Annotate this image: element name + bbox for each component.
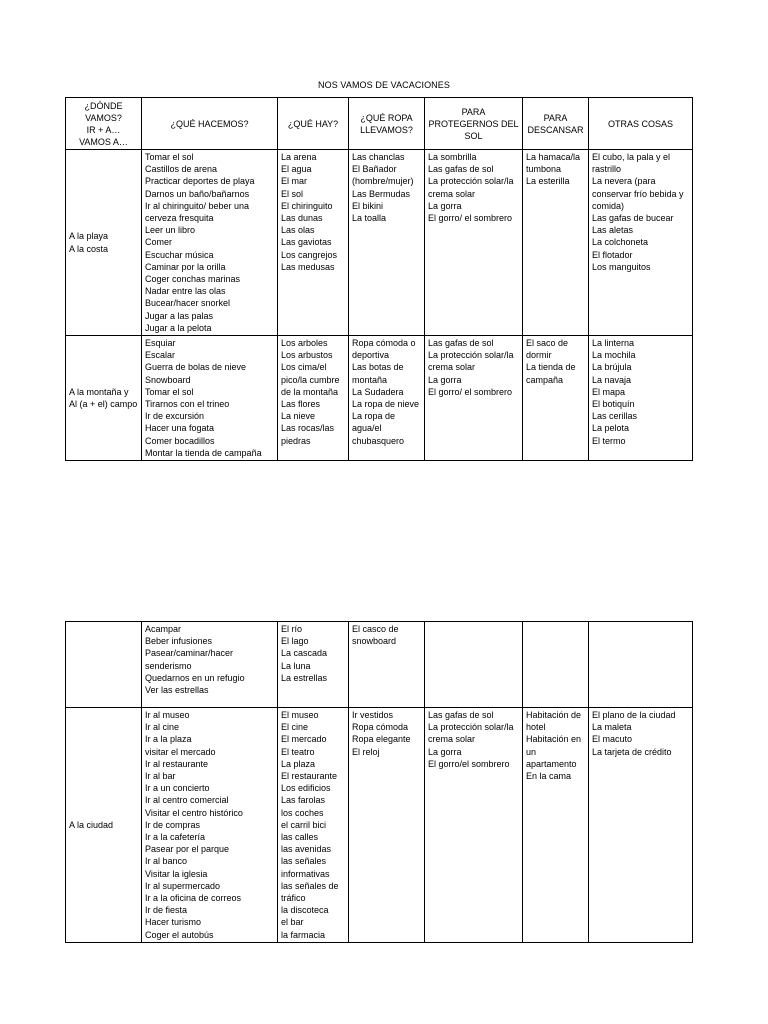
header-line: OTRAS COSAS xyxy=(607,118,673,129)
header-donde xyxy=(66,98,142,150)
list-item: Pasear/caminar/hacer senderismo xyxy=(145,648,234,671)
list-item: visitar el mercado xyxy=(145,746,216,757)
list-item: Montar la tienda de campaña xyxy=(145,447,262,458)
list-item: Pasear por el parque xyxy=(145,844,230,855)
list-item: Las dunas xyxy=(281,213,323,224)
list-item: Ir de excursión xyxy=(145,411,205,422)
list-item: El macuto xyxy=(592,734,633,745)
list-item: El botiquín xyxy=(592,399,635,410)
list-item: Ir de fiesta xyxy=(145,905,188,916)
list-item: El reloj xyxy=(352,746,380,757)
list-item: Las Bermudas xyxy=(352,188,411,199)
row-montana xyxy=(66,336,693,461)
list-item: En la cama xyxy=(526,771,572,782)
list-item: Ropa elegante xyxy=(352,734,411,745)
list-item: El museo xyxy=(281,710,319,720)
list-item: Esquiar xyxy=(145,338,176,349)
vacation-table-page1 xyxy=(65,97,693,461)
list-item: Ir al banco xyxy=(145,856,188,867)
list-item: Los arboles xyxy=(281,338,328,349)
dest-cell xyxy=(66,708,142,943)
list-item: Nadar entre las olas xyxy=(145,286,226,297)
list-item: A la playa xyxy=(69,231,109,242)
list-item: Tomar el sol xyxy=(145,386,194,397)
sol-cell xyxy=(425,708,523,943)
list-item: La tarjeta de crédito xyxy=(592,746,672,757)
list-item: A la ciudad xyxy=(69,819,114,830)
list-item: Ir al restaurante xyxy=(145,758,209,769)
list-item: El gorro/el sombrero xyxy=(428,758,510,769)
list-item: El plano de la ciudad xyxy=(592,710,676,720)
ropa-cell xyxy=(349,708,425,943)
list-item: Darnos un baño/bañarnos xyxy=(145,188,250,199)
list-item: El termo xyxy=(592,435,626,446)
list-item: La ropa de agua/el chubasquero xyxy=(352,411,405,446)
list-item: El gorro/ el sombrero xyxy=(428,386,513,397)
ropa-cell xyxy=(349,336,425,461)
list-item: Las cerillas xyxy=(592,411,638,422)
list-item: La hamaca/la tumbona xyxy=(526,152,581,175)
list-item: Las gafas de sol xyxy=(428,338,494,349)
list-item: La gorra xyxy=(428,374,462,385)
list-item: La mochila xyxy=(592,350,636,361)
list-item: La toalla xyxy=(352,213,387,224)
list-item: Las aletas xyxy=(592,225,634,236)
list-item: Las rocas/las piedras xyxy=(281,423,335,446)
list-item: Ir al bar xyxy=(145,771,176,782)
sol-cell xyxy=(425,622,523,708)
list-item: Comer bocadillos xyxy=(145,435,215,446)
list-item: Las olas xyxy=(281,225,315,236)
header-line: PARA DESCANSAR xyxy=(527,112,584,135)
header-hay xyxy=(278,98,349,150)
header-line: PARA PROTEGERNOS DEL SOL xyxy=(428,106,519,141)
ropa-cell xyxy=(349,622,425,708)
list-item: el bar xyxy=(281,917,304,928)
list-item: Ir al chiringuito/ beber una cerveza fresquita xyxy=(145,200,250,224)
list-item: el carril bici xyxy=(281,819,327,830)
list-item: La brújula xyxy=(592,362,632,373)
list-item: La nieve xyxy=(281,411,316,422)
header-line: ¿DÓNDE VAMOS? xyxy=(84,100,123,123)
list-item: Coger conchas marinas xyxy=(145,274,241,285)
list-item: El teatro xyxy=(281,746,315,757)
list-item: La ropa de nieve xyxy=(352,399,420,410)
list-item: Las medusas xyxy=(281,261,335,272)
header-descansar xyxy=(523,98,589,150)
list-item: La estrellas xyxy=(281,672,328,683)
hay-cell xyxy=(278,708,349,943)
descansar-cell xyxy=(523,150,589,336)
list-item: Ropa cómoda xyxy=(352,722,409,733)
descansar-cell xyxy=(523,336,589,461)
list-item: El mapa xyxy=(592,386,626,397)
header-line: ¿QUÉ ROPA LLEVAMOS? xyxy=(360,112,413,135)
dest-cell xyxy=(66,622,142,708)
list-item: Los arbustos xyxy=(281,350,333,361)
list-item: La colchoneta xyxy=(592,237,649,248)
list-item: Las gafas de sol xyxy=(428,710,494,720)
list-item: La gorra xyxy=(428,200,462,211)
list-item: Los manguitos xyxy=(592,261,651,272)
list-item: Tirarnos con el trineo xyxy=(145,399,230,410)
hay-cell xyxy=(278,336,349,461)
list-item: La esterilla xyxy=(526,176,570,187)
list-item: Habitación de hotel xyxy=(526,710,582,733)
list-item: Ir al cine xyxy=(145,722,180,733)
sol-cell xyxy=(425,150,523,336)
list-item: Las gafas de bucear xyxy=(592,213,674,224)
list-item: Los cima/el pico/la cumbre de la montaña xyxy=(281,362,340,397)
list-item: El agua xyxy=(281,164,312,175)
list-item: Hacer turismo xyxy=(145,917,202,928)
header-sol xyxy=(425,98,523,150)
list-item: La tienda de campaña xyxy=(526,362,576,385)
header-ropa xyxy=(349,98,425,150)
list-item: Escalar xyxy=(145,350,176,361)
list-item: Visitar el centro histórico xyxy=(145,807,243,818)
list-item: A la costa xyxy=(69,243,109,254)
list-item: El Bañador (hombre/mujer) xyxy=(352,164,414,187)
header-row xyxy=(66,98,693,150)
list-item: El mercado xyxy=(281,734,327,745)
list-item: La sombrilla xyxy=(428,152,477,162)
list-item: El flotador xyxy=(592,249,633,260)
ropa-cell xyxy=(349,150,425,336)
list-item: El casco de snowboard xyxy=(352,624,399,647)
list-item: los coches xyxy=(281,807,324,818)
header-hacemos xyxy=(142,98,278,150)
list-item: Comer xyxy=(145,237,173,248)
list-item: El cine xyxy=(281,722,309,733)
list-item: El mar xyxy=(281,176,308,187)
list-item: Hacer una fogata xyxy=(145,423,215,434)
list-item: Ir a un concierto xyxy=(145,783,210,794)
list-item: Ir de compras xyxy=(145,819,201,830)
document-title: NOS VAMOS DE VACACIONES xyxy=(318,80,450,90)
list-item: La gorra xyxy=(428,746,462,757)
list-item: El cubo, la pala y el rastrillo xyxy=(592,152,671,175)
list-item: Ir a la plaza xyxy=(145,734,192,745)
list-item: La protección solar/la crema solar xyxy=(428,176,514,199)
header-otras xyxy=(589,98,693,150)
list-item: Caminar por la orilla xyxy=(145,261,226,272)
list-item: Coger el autobús xyxy=(145,929,214,940)
list-item: Ir a la oficina de correos xyxy=(145,893,242,904)
hacemos-cell xyxy=(142,708,278,943)
dest-cell xyxy=(66,336,142,461)
list-item: La protección solar/la crema solar xyxy=(428,350,514,373)
row-ciudad xyxy=(66,708,693,943)
list-item: Acampar xyxy=(145,624,182,634)
list-item: La protección solar/la crema solar xyxy=(428,722,514,745)
dest-cell xyxy=(66,150,142,336)
list-item: La linterna xyxy=(592,338,635,349)
otras-cell xyxy=(589,622,693,708)
list-item: La plaza xyxy=(281,758,316,769)
list-item: Ir al museo xyxy=(145,710,190,720)
list-item: Leer un libro xyxy=(145,225,196,236)
hay-cell xyxy=(278,622,349,708)
list-item: Snowboard xyxy=(145,374,191,385)
list-item: Las farolas xyxy=(281,795,326,806)
list-item: La maleta xyxy=(592,722,632,733)
descansar-cell xyxy=(523,708,589,943)
list-item: Ir a la cafetería xyxy=(145,832,206,843)
list-item: Ir al supermercado xyxy=(145,880,221,891)
list-item: El bikini xyxy=(352,200,384,211)
list-item: La cascada xyxy=(281,648,328,659)
list-item: El sol xyxy=(281,188,304,199)
list-item: las avenidas xyxy=(281,844,332,855)
header-line: VAMOS A… xyxy=(79,136,128,147)
list-item: Castillos de arena xyxy=(145,164,218,175)
list-item: Los cangrejos xyxy=(281,249,338,260)
list-item: Visitar la iglesia xyxy=(145,868,208,879)
otras-cell xyxy=(589,150,693,336)
list-item: la farmacia xyxy=(281,929,326,940)
list-item: Las botas de montaña xyxy=(352,362,404,385)
list-item: Habitación en un apartamento xyxy=(526,734,582,769)
list-item: las calles xyxy=(281,832,319,843)
row-montana-cont xyxy=(66,622,693,708)
list-item: Practicar deportes de playa xyxy=(145,176,255,187)
list-item: La navaja xyxy=(592,374,632,385)
header-line: IR + A… xyxy=(86,124,121,135)
list-item: La Sudadera xyxy=(352,386,404,397)
header-line: ¿QUÉ HACEMOS? xyxy=(170,118,249,129)
list-item: La nevera (para conservar frío bebida y comida) xyxy=(592,176,684,211)
otras-cell xyxy=(589,708,693,943)
hacemos-cell xyxy=(142,622,278,708)
list-item: A la montaña y Al (a + el) campo xyxy=(69,386,138,410)
list-item: Jugar a las palas xyxy=(145,310,214,321)
list-item: El gorro/ el sombrero xyxy=(428,213,513,224)
list-item: El río xyxy=(281,624,303,634)
vacation-table-page2 xyxy=(65,621,693,943)
hacemos-cell xyxy=(142,150,278,336)
row-playa xyxy=(66,150,693,336)
list-item: Ver las estrellas xyxy=(145,685,209,696)
list-item: Las gaviotas xyxy=(281,237,332,248)
list-item: La arena xyxy=(281,152,317,162)
list-item: las señales informativas xyxy=(281,856,330,879)
list-item: Escuchar música xyxy=(145,249,214,260)
otras-cell xyxy=(589,336,693,461)
list-item: Tomar el sol xyxy=(145,152,194,162)
list-item: El lago xyxy=(281,636,309,647)
list-item: Las flores xyxy=(281,399,321,410)
list-item: Ropa cómoda o deportiva xyxy=(352,338,416,361)
list-item: El saco de dormir xyxy=(526,338,569,361)
hay-cell xyxy=(278,150,349,336)
list-item: Los edificios xyxy=(281,783,331,794)
sol-cell xyxy=(425,336,523,461)
list-item: Ir vestidos xyxy=(352,710,394,720)
descansar-cell xyxy=(523,622,589,708)
list-item: Las chanclas xyxy=(352,152,405,162)
list-item: Guerra de bolas de nieve xyxy=(145,362,247,373)
list-item: la discoteca xyxy=(281,905,329,916)
list-item: La luna xyxy=(281,660,311,671)
list-item: La pelota xyxy=(592,423,630,434)
list-item: El restaurante xyxy=(281,771,338,782)
list-item: Las gafas de sol xyxy=(428,164,494,175)
header-line: ¿QUÉ HAY? xyxy=(287,118,339,129)
list-item: Beber infusiones xyxy=(145,636,213,647)
list-item: El chiringuito xyxy=(281,200,333,211)
list-item: Ir al centro comercial xyxy=(145,795,229,806)
list-item: las señales de tráfico xyxy=(281,880,339,904)
list-item: Quedarnos en un refugio xyxy=(145,672,245,683)
hacemos-cell xyxy=(142,336,278,461)
list-item: Bucear/hacer snorkel xyxy=(145,298,231,309)
list-item: Jugar a la pelota xyxy=(145,322,212,333)
